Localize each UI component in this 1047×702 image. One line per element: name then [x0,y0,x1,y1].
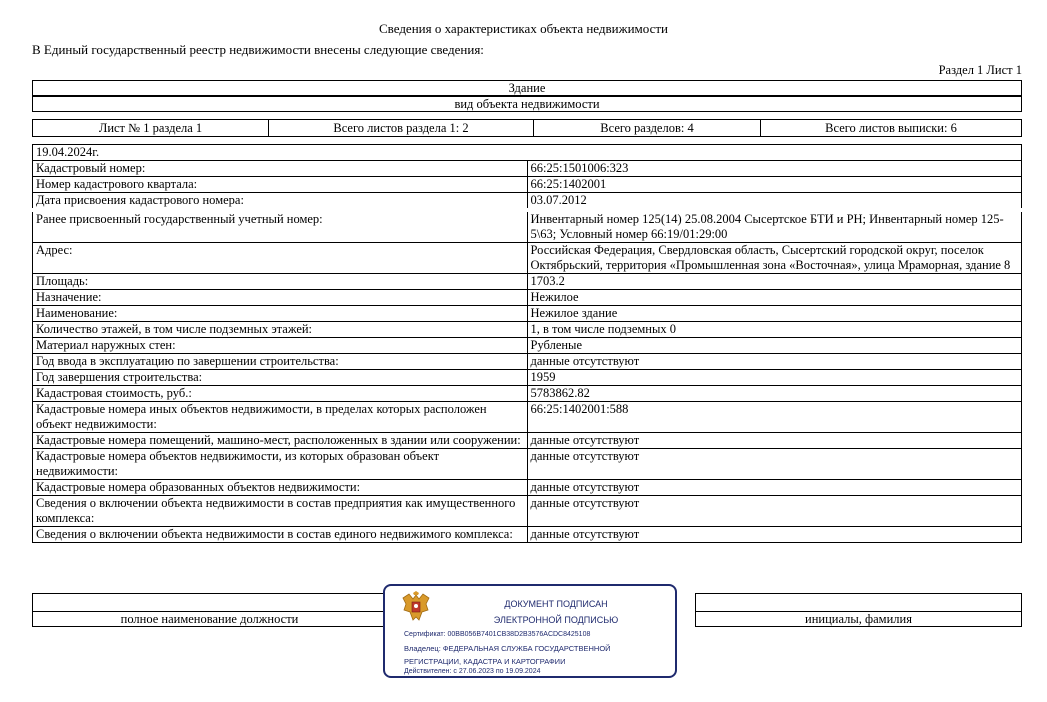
characteristics-table [32,144,1022,543]
object-type: Здание [32,80,1022,96]
table-row [33,496,1022,527]
row-value: Нежилое здание [527,306,1022,322]
row-value: 5783862.82 [527,386,1022,402]
document-title: Сведения о характеристиках объекта недвижимости [378,21,669,36]
row-value: данные отсутствуют [527,496,1022,527]
table-row [33,402,1022,433]
total-sections: Всего разделов: 4 [534,120,761,136]
row-value: 66:25:1501006:323 [527,161,1022,177]
table-row [33,306,1022,322]
table-row [33,274,1022,290]
table-row [33,322,1022,338]
table-row [33,290,1022,306]
sheet-number: Лист № 1 раздела 1 [33,120,269,136]
row-label: Адрес: [33,243,528,274]
row-label: Ранее присвоенный государственный учетный номер: [33,210,528,243]
stamp-line2: ЭЛЕКТРОННОЙ ПОДПИСЬЮ [493,615,619,625]
row-label: Год завершения строительства: [33,370,528,386]
table-row [33,243,1022,274]
row-value: Нежилое [527,290,1022,306]
row-value: 66:25:1402001 [527,177,1022,193]
row-label: Кадастровые номера образованных объектов недвижимости: [33,480,528,496]
row-label: Количество этажей, в том числе подземных этажей: [33,322,528,338]
row-label: Сведения о включении объекта недвижимости в состав предприятия как имущественного комплекса: [33,496,528,527]
table-row [33,480,1022,496]
position-caption: полное наименование должности [120,612,299,626]
row-value: Рубленые [527,338,1022,354]
row-label: Сведения о включении объекта недвижимости в состав единого недвижимого комплекса: [33,527,528,543]
row-label: Назначение: [33,290,528,306]
stamp-line1: ДОКУМЕНТ ПОДПИСАН [504,599,608,609]
section-label: Раздел 1 Лист 1 [938,63,1022,77]
table-row [33,433,1022,449]
row-value: данные отсутствуют [527,449,1022,480]
coat-of-arms-icon [399,590,433,624]
total-sheets: Всего листов выписки: 6 [825,121,957,135]
row-value: 1703.2 [527,274,1022,290]
row-value: данные отсутствуют [527,433,1022,449]
row-label: Кадастровая стоимость, руб.: [33,386,528,402]
row-value: 1959 [527,370,1022,386]
row-label: Площадь: [33,274,528,290]
stamp-owner-line1: Владелец: ФЕДЕРАЛЬНАЯ СЛУЖБА ГОСУДАРСТВЕННОЙ [404,644,611,653]
stamp-validity: Действителен: с 27.06.2023 по 19.09.2024 [404,668,541,675]
intro-text: В Единый государственный реестр недвижимости внесены следующие сведения: [32,42,484,57]
row-value: данные отсутствуют [527,354,1022,370]
table-row [33,210,1022,243]
row-value: данные отсутствуют [527,527,1022,543]
initials-cell [695,593,1022,627]
table-row [33,527,1022,543]
row-label: Кадастровые номера помещений, машино-мест, расположенных в здании или сооружении: [33,433,528,449]
row-label: Кадастровый номер: [33,161,528,177]
table-row [33,161,1022,177]
stamp-certificate: Сертификат: 00BB056B7401CB38D2B3576ACDC8425108 [404,631,591,638]
position-cell [32,593,387,627]
row-value: 66:25:1402001:588 [527,402,1022,433]
extract-date: 19.04.2024г. [33,145,1022,161]
row-label: Материал наружных стен: [33,338,528,354]
date-row [33,145,1022,161]
row-label: Дата присвоения кадастрового номера: [33,193,528,211]
table-row [33,354,1022,370]
row-label: Год ввода в эксплуатацию по завершении строительства: [33,354,528,370]
table-row [33,386,1022,402]
row-label: Номер кадастрового квартала: [33,177,528,193]
object-type-caption: вид объекта недвижимости [32,96,1022,112]
table-row [33,338,1022,354]
row-value: 1, в том числе подземных 0 [527,322,1022,338]
stamp-owner-line2: РЕГИСТРАЦИИ, КАДАСТРА И КАРТОГРАФИИ [404,657,566,666]
electronic-signature-stamp [383,584,677,678]
initials-caption: инициалы, фамилия [805,612,912,626]
row-value: 03.07.2012 [527,193,1022,211]
row-value: Инвентарный номер 125(14) 25.08.2004 Сысертское БТИ и РН; Инвентарный номер 125-5\63; Условный номер 66:19/01:29:00 [527,210,1022,243]
sheet-info-row [32,119,1022,137]
row-value: Российская Федерация, Свердловская область, Сысертский городской округ, поселок Октябрьский, территория «Промышленная зона «Восточная», улица Мраморная, здание 8 [527,243,1022,274]
sheets-in-section: Всего листов раздела 1: 2 [269,120,534,136]
row-label: Наименование: [33,306,528,322]
table-row [33,449,1022,480]
row-value: данные отсутствуют [527,480,1022,496]
row-label: Кадастровые номера иных объектов недвижимости, в пределах которых расположен объект недвижимости: [33,402,528,433]
table-row [33,370,1022,386]
table-row [33,177,1022,193]
row-label: Кадастровые номера объектов недвижимости, из которых образован объект недвижимости: [33,449,528,480]
table-row [33,193,1022,211]
